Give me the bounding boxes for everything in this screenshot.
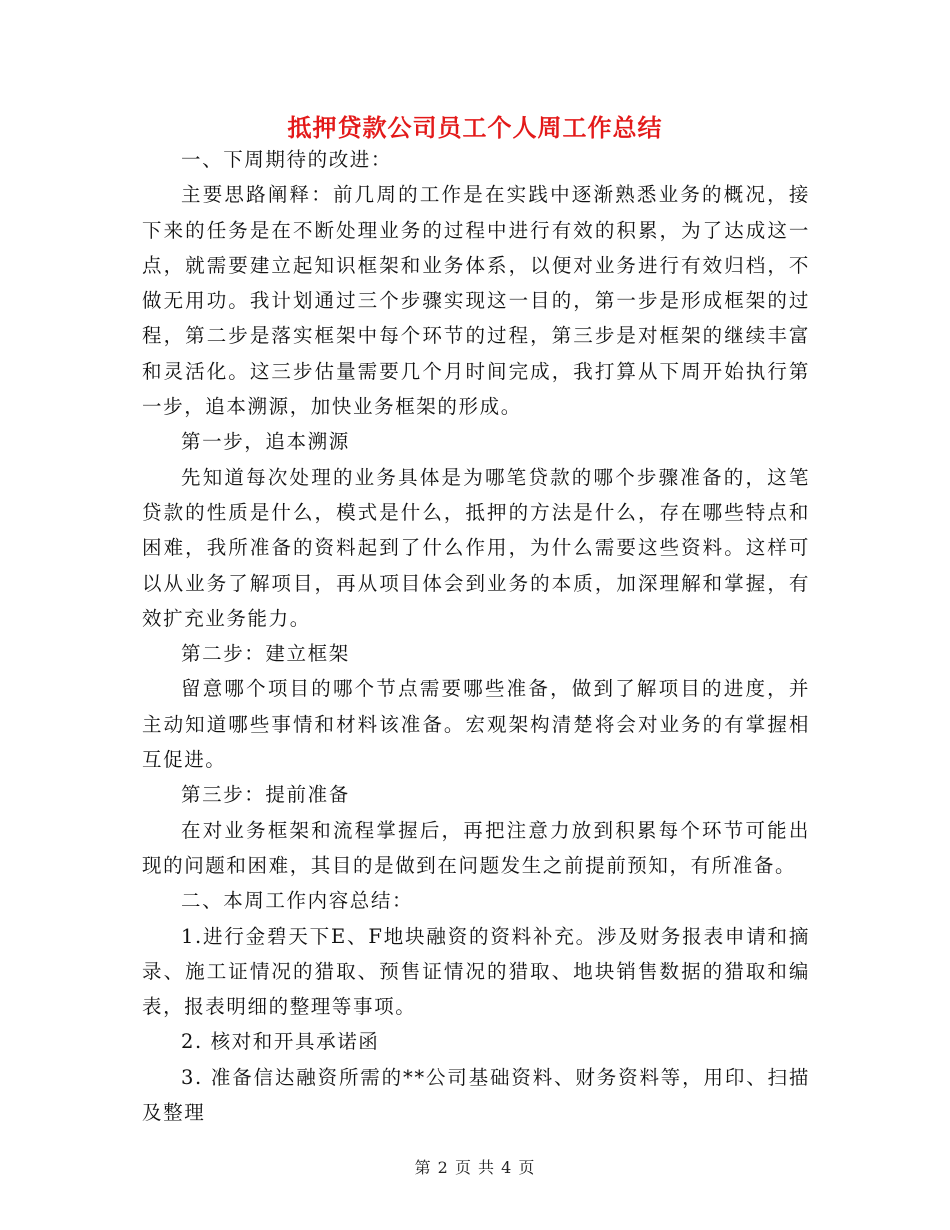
work-item-3: 3. 准备信达融资所需的**公司基础资料、财务资料等，用印、扫描及整理 bbox=[142, 1065, 810, 1125]
document-title: 抵押贷款公司员工个人周工作总结 bbox=[287, 114, 663, 142]
section-heading-next-week: 一、下周期待的改进： bbox=[181, 148, 393, 171]
section-heading-this-week: 二、本周工作内容总结： bbox=[181, 889, 414, 913]
work-item-2: 2. 核对和开具承诺函 bbox=[181, 1030, 380, 1054]
document-body bbox=[142, 142, 810, 1130]
work-item-1: 1.进行金碧天下E、F地块融资的资料补充。涉及财务报表申请和摘录、施工证情况的猎取、预售证情况的猎取、地块销售数据的猎取和编表，报表明细的整理等事项。 bbox=[142, 924, 810, 1019]
step-two-heading: 第二步：建立框架 bbox=[181, 642, 350, 666]
step-one-paragraph: 先知道每次处理的业务具体是为哪笔贷款的哪个步骤准备的，这笔贷款的性质是什么，模式是什么，抵押的方法是什么，存在哪些特点和困难，我所准备的资料起到了什么作用，为什么需要这些资料。这样可以从业务了解项目，再从项目体会到业务的本质，加深理解和掌握，有效扩充业务能力。 bbox=[142, 465, 810, 630]
paragraph-main-idea: 主要思路阐释：前几周的工作是在实践中逐渐熟悉业务的概况，接下来的任务是在不断处理业务的过程中进行有效的积累，为了达成这一点，就需要建立起知识框架和业务体系，以便对业务进行有效归档，不做无用功。我计划通过三个步骤实现这一目的，第一步是形成框架的过程，第二步是落实框架中每个环节的过程，第三步是对框架的继续丰富和灵活化。这三步估量需要几个月时间完成，我打算从下周开始执行第一步，追本溯源，加快业务框架的形成。 bbox=[142, 183, 810, 419]
step-three-heading: 第三步：提前准备 bbox=[181, 783, 350, 807]
step-three-paragraph: 在对业务框架和流程掌握后，再把注意力放到积累每个环节可能出现的问题和困难，其目的是做到在问题发生之前提前预知，有所准备。 bbox=[142, 818, 810, 877]
page-footer: 第 2 页 共 4 页 bbox=[414, 1158, 536, 1177]
step-two-paragraph: 留意哪个项目的哪个节点需要哪些准备，做到了解项目的进度，并主动知道哪些事情和材料该准备。宏观架构清楚将会对业务的有掌握相互促进。 bbox=[142, 677, 810, 772]
step-one-heading: 第一步，追本溯源 bbox=[181, 430, 350, 454]
